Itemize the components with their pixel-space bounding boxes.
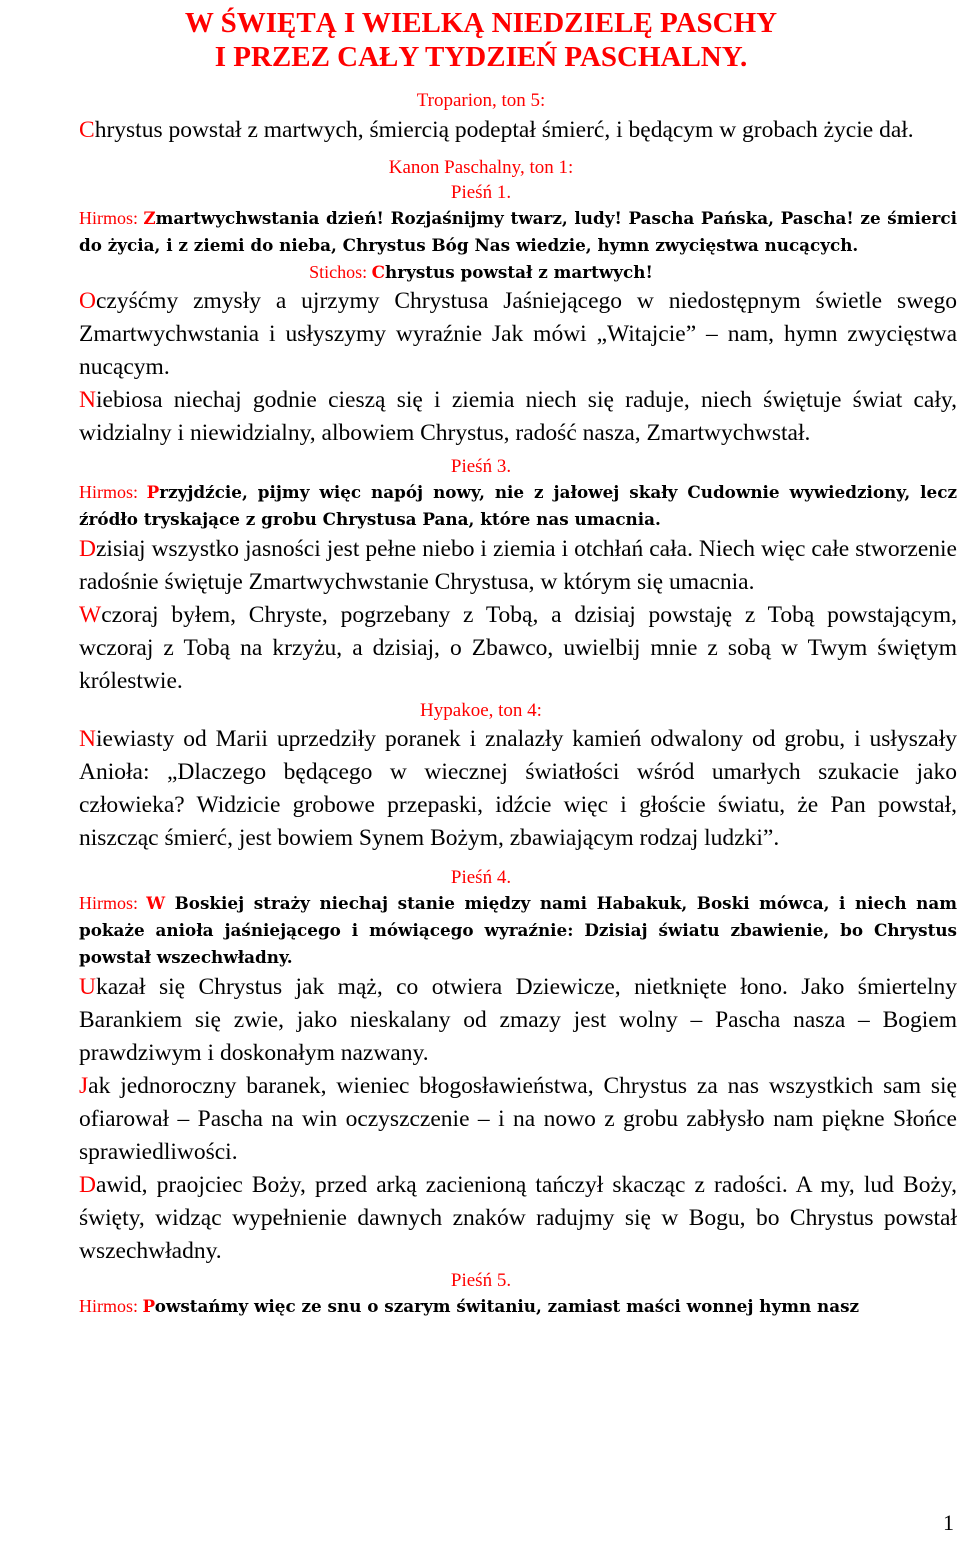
ode-4-hirmos: Hirmos: W Boskiej straży niechaj stanie między nami Habakuk, Boski mówca, i niech nam pokaże anioła jaśniejącego i mówiącego wyraźnie: Dzisiaj światu zbawienie, bo Chrystus powstał wszechwładny.	[79, 893, 957, 967]
ode-4-troparion-1: Ukazał się Chrystus jak mąż, co otwiera Dziewicze, nietknięte łono. Jako śmiertelny Barankiem się zwie, jako nieskalany od zmazy jest wolny – Pascha nasza – Bogiem prawdziwym i doskonałym nazwany.	[79, 974, 957, 1066]
ode-4-label: Pieśń 4.	[450, 867, 512, 888]
hirmos-label: Hirmos:	[79, 482, 147, 502]
initial-letter: U	[79, 974, 96, 1000]
initial-letter: W	[79, 602, 102, 628]
hypakoe-text: Niewiasty od Marii uprzedziły poranek i znalazły kamień odwalony od grobu, i usłyszały Anioła: „Dlaczego będącego w wiecznej światłości wśród umarłych szukacie jako człowieka? Widzicie grobowe przepaski, idźcie więc i głoście światu, że Pan powstał, niszcząc śmierć, jest bowiem Synem Bożym, zbawiającym rodzaj ludzki”.	[79, 726, 957, 851]
initial-letter: J	[79, 1073, 89, 1099]
initial-letter: C	[79, 117, 95, 143]
hirmos-label: Hirmos:	[79, 208, 144, 228]
initial-letter: P	[142, 1296, 155, 1316]
initial-letter: N	[79, 387, 96, 413]
ode-4-troparion-3: Dawid, praojciec Boży, przed arką zacienioną tańczył skacząc z radości. A my, lud Boży, święty, widząc wypełnienie dawnych znaków radujmy się w Bogu, bo Chrystus powstał wszechwładny.	[79, 1172, 957, 1264]
hirmos-label: Hirmos:	[79, 1296, 143, 1316]
title-line-2: I PRZEZ CAŁY TYDZIEŃ PASCHALNY.	[214, 41, 748, 73]
ode-5-hirmos: Hirmos: Powstańmy więc ze snu o szarym świtaniu, zamiast maści wonnej hymn nasz	[79, 1296, 860, 1316]
ode-3-troparion-2: Wczoraj byłem, Chryste, pogrzebany z Tobą, a dzisiaj powstaję z Tobą powstającym, wczoraj z Tobą na krzyżu, a dzisiaj, o Zbawco, uwielbij mnie z sobą w Twym świętym królestwie.	[79, 602, 957, 694]
initial-letter: D	[79, 536, 96, 562]
initial-letter: N	[79, 726, 96, 752]
hirmos-label: Hirmos:	[79, 893, 147, 913]
initial-letter: W	[146, 893, 166, 913]
initial-letter: P	[146, 482, 160, 502]
ode-3-label: Pieśń 3.	[450, 456, 512, 477]
ode-1-label: Pieśń 1.	[450, 182, 512, 203]
hypakoe-label: Hypakoe, ton 4:	[420, 700, 542, 721]
ode-1-troparion-2: Niebiosa niechaj godnie cieszą się i ziemia niech się raduje, niech świętuje świat cały, widzialny i niewidzialny, albowiem Chrystus, radość nasza, Zmartwychwstał.	[79, 387, 957, 446]
ode-5-label: Pieśń 5.	[450, 1270, 512, 1291]
initial-letter: Z	[143, 208, 156, 228]
troparion-label: Troparion, ton 5:	[416, 90, 546, 111]
kanon-label: Kanon Paschalny, ton 1:	[388, 157, 574, 178]
stichos-label: Stichos:	[309, 262, 372, 282]
document-title	[5, 6, 957, 74]
ode-3-hirmos: Hirmos: Przyjdźcie, pijmy więc napój nowy, nie z jałowej skały Cudownie wywiedziony, lecz źródło tryskające z grobu Chrystusa Pana, które nas umacnia.	[79, 482, 957, 529]
title-line-1: W ŚWIĘTĄ I WIELKĄ NIEDZIELĘ PASCHY	[184, 7, 778, 39]
initial-letter: D	[79, 1172, 96, 1198]
initial-letter: O	[79, 288, 96, 314]
initial-letter: C	[371, 262, 386, 282]
page-number: 1	[943, 1510, 954, 1535]
ode-1-hirmos: Hirmos: Zmartwychwstania dzień! Rozjaśnijmy twarz, ludy! Pascha Pańska, Pascha! ze śmierci do życia, i z ziemi do nieba, Chrystus Bóg Nas wiedzie, hymn zwycięstwa nucących.	[79, 208, 957, 255]
ode-3-troparion-1: Dzisiaj wszystko jasności jest pełne niebo i ziemia i otchłań cała. Niech więc całe stworzenie radośnie świętuje Zmartwychwstanie Chrystusa, w którym się umacnia.	[79, 536, 957, 595]
ode-1-stichos: Stichos: Chrystus powstał z martwych!	[309, 262, 653, 282]
ode-1-troparion-1: Oczyśćmy zmysły a ujrzymy Chrystusa Jaśniejącego w niedostępnym świetle swego Zmartwychwstania i usłyszymy wyraźnie Jak mówi „Witajcie” – nam, hymn zwycięstwa nucącym.	[79, 288, 957, 380]
ode-4-troparion-2: Jak jednoroczny baranek, wieniec błogosławieństwa, Chrystus za nas wszystkich sam się ofiarował – Pascha na win oczyszczenie – i na nowo z grobu zabłysło nam piękne Słońce sprawiedliwości.	[79, 1073, 957, 1165]
document-page	[5, 6, 957, 1320]
troparion-text: Chrystus powstał z martwych, śmiercią podeptał śmierć, i będącym w grobach życie dał.	[79, 117, 914, 143]
